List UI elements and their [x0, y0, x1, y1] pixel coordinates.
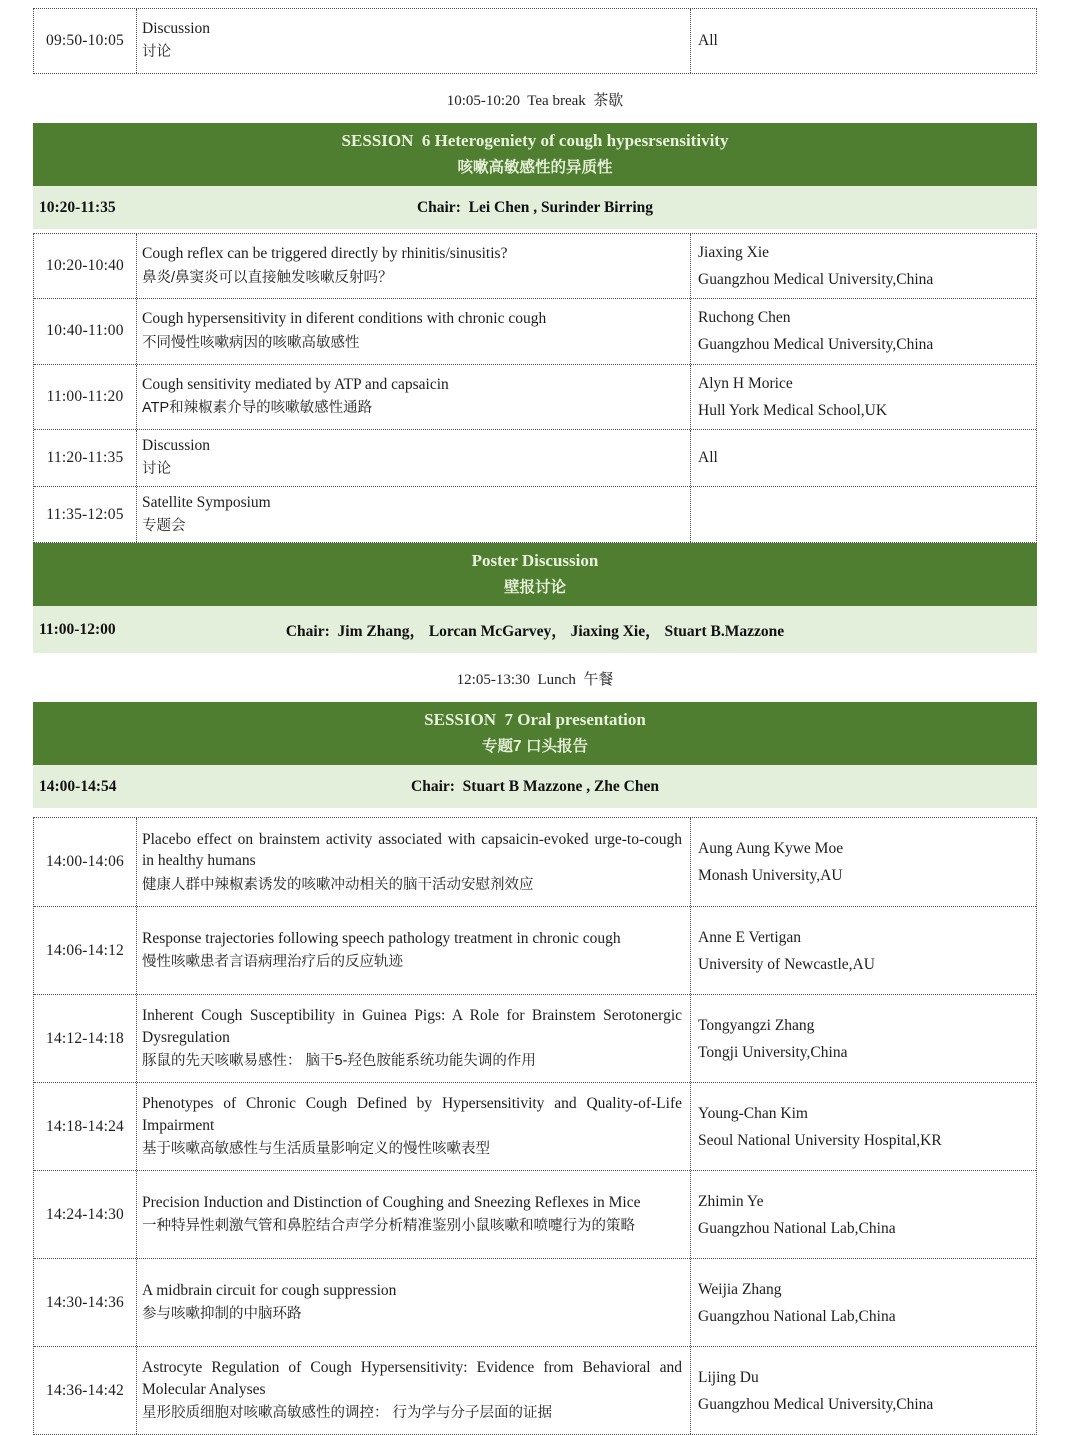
tea-break-text: 10:05-10:20 Tea break 茶歇 [446, 93, 624, 109]
time-cell: 09:50-10:05 [34, 9, 137, 73]
title-zh: 星形胶质细胞对咳嗽高敏感性的调控： 行为学与分子层面的证据 [142, 1405, 553, 1422]
speaker-affiliation: Guangzhou Medical University,China [698, 336, 934, 354]
title-en: Phenotypes of Chronic Cough Defined by Hypersensitivity and Quality-of-Life Impairment [142, 1095, 682, 1134]
poster-chair-row [33, 606, 1037, 653]
speaker-affiliation: Monash University,AU [698, 867, 843, 885]
chair-names: Chair: Jim Zhang， Lorcan McGarvey， Jiaxing Xie， Stuart B.Mazzone [285, 622, 785, 640]
speaker-cell [691, 365, 1036, 429]
title-zh: 不同慢性咳嗽病因的咳嗽高敏感性 [142, 334, 360, 351]
title-cell [137, 299, 691, 363]
title-zh: 豚鼠的先天咳嗽易感性： 脑干5-羟色胺能系统功能失调的作用 [142, 1053, 536, 1070]
title-cell [137, 1083, 691, 1170]
time-cell: 14:36-14:42 [34, 1347, 137, 1434]
session7-table [33, 817, 1037, 1435]
session-row [34, 1082, 1036, 1170]
time-cell: 10:40-11:00 [34, 299, 137, 363]
speaker-name: Anne E Vertigan [698, 928, 802, 946]
session-row [34, 364, 1036, 429]
title-cell [137, 1171, 691, 1258]
speaker-name: Lijing Du [698, 1368, 759, 1386]
time-cell: 11:00-11:20 [34, 365, 137, 429]
session-title-en: SESSION 7 Oral presentation [424, 710, 646, 730]
speaker-affiliation: Guangzhou National Lab,China [698, 1307, 896, 1325]
title-cell [137, 995, 691, 1082]
speaker-name: Jiaxing Xie [698, 244, 770, 261]
chair-time: 10:20-11:35 [39, 198, 116, 216]
time-cell: 14:24-14:30 [34, 1171, 137, 1258]
title-zh: 专题会 [142, 517, 186, 534]
speaker-cell [691, 487, 1036, 543]
time-cell: 14:00-14:06 [34, 818, 137, 906]
speaker-cell [691, 299, 1036, 363]
session-row [34, 1258, 1036, 1346]
title-zh: 鼻炎/鼻窦炎可以直接触发咳嗽反射吗？ [142, 269, 393, 286]
session-title-zh: 咳嗽高敏感性的异质性 [457, 159, 613, 176]
speaker-cell [691, 1083, 1036, 1170]
speaker-affiliation: Guangzhou National Lab,China [698, 1219, 896, 1237]
session-row [34, 818, 1036, 906]
time-cell: 11:20-11:35 [34, 430, 137, 486]
session-title-en: Poster Discussion [471, 551, 599, 571]
title-zh: 参与咳嗽抑制的中脑环路 [142, 1306, 302, 1323]
session-row [34, 994, 1036, 1082]
speaker-affiliation: Guangzhou Medical University,China [698, 271, 934, 289]
time-cell: 14:12-14:18 [34, 995, 137, 1082]
title-en: Satellite Symposium [142, 493, 271, 511]
title-cell [137, 365, 691, 429]
speaker-cell [691, 9, 1036, 73]
lunch-break-text: 12:05-13:30 Lunch 午餐 [456, 672, 614, 689]
session6-block [33, 123, 1037, 543]
title-zh: 讨论 [142, 461, 171, 478]
speaker-name: All [698, 32, 718, 50]
chair-time: 14:00-14:54 [39, 777, 117, 795]
session-title-zh: 专题7 口头报告 [482, 738, 588, 756]
speaker-name: Aung Aung Kywe Moe [698, 840, 844, 858]
title-en: Cough sensitivity mediated by ATP and capsaicin [142, 375, 449, 393]
title-en: Cough hypersensitivity in diferent conditions with chronic cough [142, 310, 547, 328]
poster-header [33, 543, 1037, 606]
session-row [34, 429, 1036, 486]
title-zh: 基于咳嗽高敏感性与生活质量影响定义的慢性咳嗽表型 [142, 1141, 490, 1158]
chair-names: Chair: Lei Chen , Surinder Birring [416, 198, 654, 216]
title-en: Discussion [142, 20, 211, 38]
title-cell [137, 430, 691, 486]
session6-table [33, 233, 1037, 543]
title-zh: 健康人群中辣椒素诱发的咳嗽冲动相关的脑干活动安慰剂效应 [142, 876, 534, 893]
title-cell [137, 487, 691, 543]
speaker-name: Young-Chan Kim [698, 1104, 808, 1122]
session7-block [33, 702, 1037, 1435]
title-en: Discussion [142, 436, 211, 454]
speaker-cell [691, 818, 1036, 906]
time-cell: 11:35-12:05 [34, 487, 137, 543]
speaker-name: All [698, 449, 718, 467]
title-cell [137, 1259, 691, 1346]
speaker-name: Tongyangzi Zhang [698, 1016, 815, 1034]
title-en: Astrocyte Regulation of Cough Hypersensitivity: Evidence from Behavioral and Molecular Analyses [142, 1359, 682, 1398]
speaker-affiliation: Tongji University,China [698, 1043, 848, 1061]
session-row [34, 906, 1036, 994]
speaker-affiliation: Guangzhou Medical University,China [698, 1395, 934, 1413]
session7-chair-row [33, 765, 1037, 808]
title-cell [137, 907, 691, 994]
conference-program-page [33, 8, 1037, 1435]
session-row [34, 234, 1036, 298]
session-row [34, 298, 1036, 363]
speaker-cell [691, 234, 1036, 298]
session-title-zh: 壁报讨论 [503, 579, 566, 597]
session6-header [33, 123, 1037, 186]
title-en: Precision Induction and Distinction of Coughing and Sneezing Reflexes in Mice [142, 1194, 641, 1212]
schedule-table-morning-tail [33, 8, 1037, 74]
time-cell: 14:18-14:24 [34, 1083, 137, 1170]
session7-header [33, 702, 1037, 765]
title-en: Response trajectories following speech pathology treatment in chronic cough [142, 930, 621, 948]
session6-chair-row [33, 186, 1037, 229]
title-en: Placebo effect on brainstem activity associated with capsaicin-evoked urge-to-cough in healthy humans [142, 830, 682, 870]
speaker-affiliation: University of Newcastle,AU [698, 955, 875, 973]
time-cell: 14:06-14:12 [34, 907, 137, 994]
title-cell [137, 9, 691, 73]
title-zh: 慢性咳嗽患者言语病理治疗后的反应轨迹 [142, 954, 403, 971]
title-zh: 一种特异性刺激气管和鼻腔结合声学分析精准鉴别小鼠咳嗽和喷嚏行为的策略 [142, 1218, 635, 1235]
time-cell: 10:20-10:40 [34, 234, 137, 298]
speaker-cell [691, 907, 1036, 994]
session-row [34, 486, 1036, 543]
speaker-name: Zhimin Ye [698, 1192, 764, 1210]
title-en: Inherent Cough Susceptibility in Guinea Pigs: A Role for Brainstem Serotonergic Dysregulation [142, 1007, 682, 1046]
title-cell [137, 1347, 691, 1434]
speaker-cell [691, 1259, 1036, 1346]
chair-time: 11:00-12:00 [39, 620, 116, 638]
time-cell: 14:30-14:36 [34, 1259, 137, 1346]
speaker-cell [691, 430, 1036, 486]
speaker-affiliation: Seoul National University Hospital,KR [698, 1131, 942, 1149]
poster-discussion-block [33, 543, 1037, 653]
session-title-en: SESSION 6 Heterogeniety of cough hypesrsensitivity [341, 131, 729, 150]
session-row [34, 1346, 1036, 1434]
chair-names: Chair: Stuart B Mazzone , Zhe Chen [411, 777, 659, 795]
session-row [34, 1170, 1036, 1258]
title-zh: 讨论 [142, 44, 171, 61]
speaker-name: Ruchong Chen [698, 309, 791, 327]
speaker-cell [691, 1347, 1036, 1434]
title-en: A midbrain circuit for cough suppression [142, 1282, 397, 1300]
speaker-affiliation: Hull York Medical School,UK [698, 401, 888, 419]
speaker-cell [691, 995, 1036, 1082]
session-row [34, 9, 1036, 73]
title-cell [137, 818, 691, 906]
speaker-name: Weijia Zhang [698, 1280, 782, 1298]
title-zh: ATP和辣椒素介导的咳嗽敏感性通路 [142, 400, 373, 417]
speaker-name: Alyn H Morice [698, 374, 793, 392]
title-cell [137, 234, 691, 298]
speaker-cell [691, 1171, 1036, 1258]
title-en: Cough reflex can be triggered directly by rhinitis/sinusitis? [142, 245, 508, 263]
